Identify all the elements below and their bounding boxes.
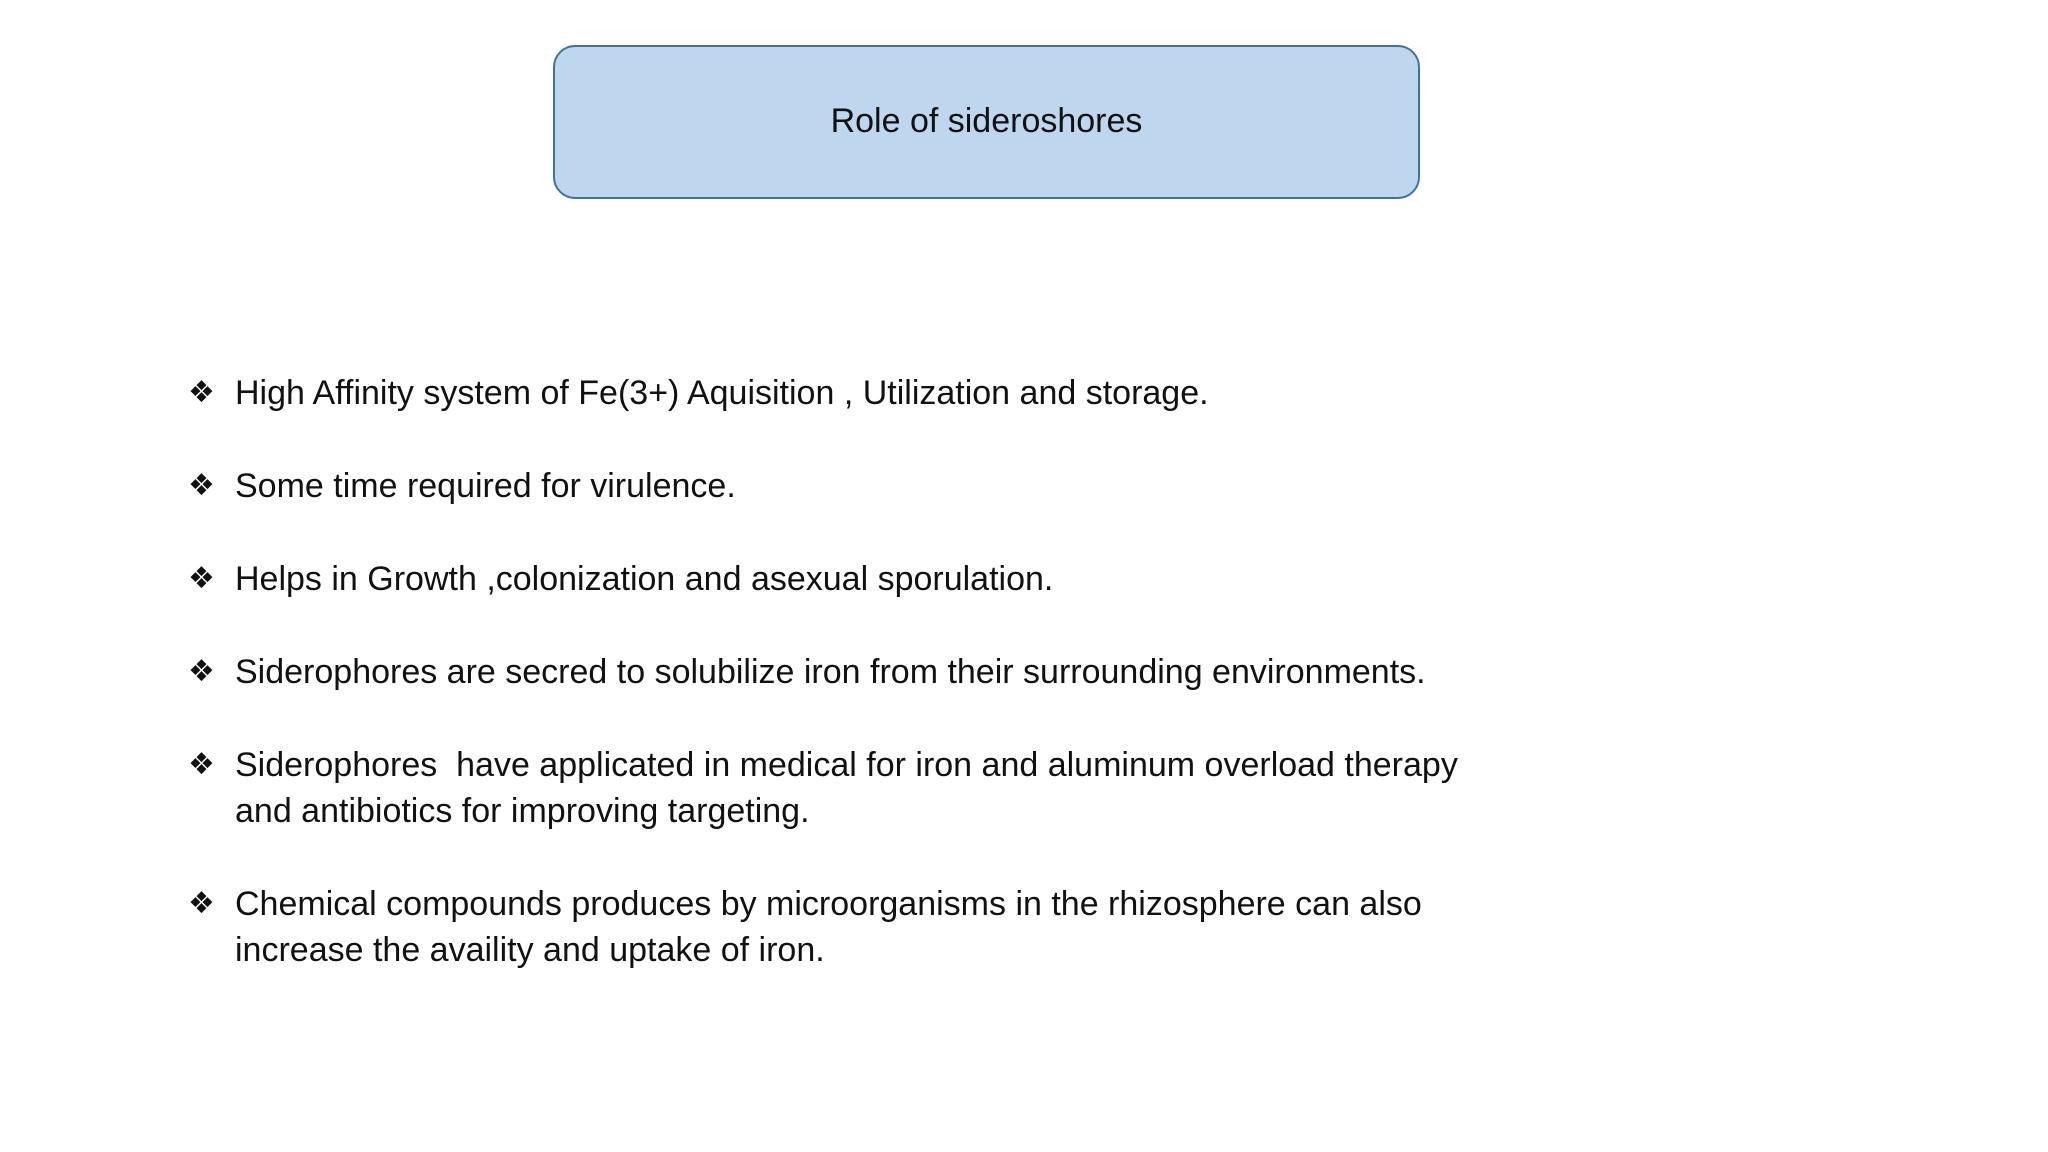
bullet-item: [188, 556, 1588, 602]
four-diamond-bullet-icon: ❖: [188, 886, 215, 921]
bullet-item: [188, 649, 1588, 695]
four-diamond-bullet-icon: ❖: [188, 468, 215, 503]
four-diamond-bullet-icon: ❖: [188, 561, 215, 596]
bullet-text: Helps in Growth ,colonization and asexual sporulation.: [235, 560, 1054, 598]
four-diamond-bullet-icon: ❖: [188, 654, 215, 689]
bullet-item: [188, 370, 1588, 416]
bullet-text: Siderophores have applicated in medical for iron and aluminum overload therapy and antibiotics for improving targeting.: [235, 746, 1458, 830]
four-diamond-bullet-icon: ❖: [188, 375, 215, 410]
bullet-text: Some time required for virulence.: [235, 467, 736, 505]
bullet-item: [188, 881, 1588, 973]
bullet-text: Siderophores are secred to solubilize iron from their surrounding environments.: [235, 653, 1426, 691]
four-diamond-bullet-icon: ❖: [188, 747, 215, 782]
bullet-text: Chemical compounds produces by microorganisms in the rhizosphere can also increase the availity and uptake of iron.: [235, 885, 1422, 969]
bullet-item: [188, 742, 1588, 834]
slide-title: Role of sideroshores: [830, 101, 1143, 140]
bullet-text: High Affinity system of Fe(3+) Aquisition , Utilization and storage.: [235, 374, 1209, 412]
bullet-item: [188, 463, 1588, 509]
title-box: [553, 45, 1420, 199]
bullet-list: [188, 370, 1588, 1020]
